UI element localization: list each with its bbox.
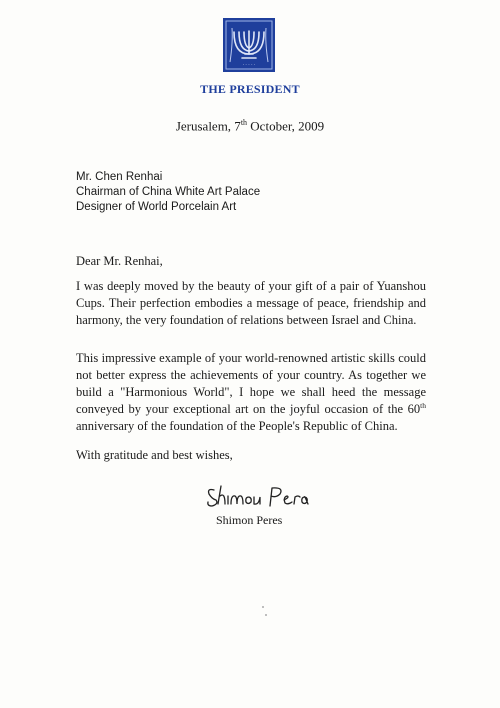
menorah-emblem-icon [223, 18, 275, 72]
dateline-place-day: Jerusalem, 7 [175, 118, 241, 134]
addressee-block [76, 170, 260, 215]
salutation: Dear Mr. Renhai, [76, 254, 163, 268]
signer-name: Shimon Peres [216, 513, 283, 527]
addressee-title: Chairman of China White Art Palace [76, 186, 261, 198]
paragraph2-text-b: anniversary of the foundation of the People's Republic of China. [76, 419, 398, 433]
body-paragraph-1: I was deeply moved by the beauty of your gift of a pair of Yuanshou Cups. Their perfection embodies a message of peace, friendship and harmony, the very foundation of relations between Israel and China. [76, 279, 426, 327]
svg-text:· · · · ·: · · · · · [242, 63, 256, 68]
dateline-month-year: October, 2009 [247, 118, 325, 134]
office-title: THE PRESIDENT [200, 82, 300, 96]
paper-speck [265, 614, 267, 616]
dateline [0, 118, 500, 134]
handwritten-signature [204, 482, 314, 517]
paragraph2-text-a: This impressive example of your world-renowned artistic skills could not better express the achievements of your country. As together we build a "Harmonious World", I hope we shall heed the message conveyed by your exceptional art on the joyful occasion of the 60 [76, 351, 426, 416]
dateline-day-suffix: th [240, 118, 248, 127]
addressee-name: Mr. Chen Renhai [76, 171, 163, 183]
closing-line: With gratitude and best wishes, [76, 448, 233, 462]
body-paragraph-2 [76, 350, 426, 435]
addressee-designation: Designer of World Porcelain Art [76, 201, 237, 213]
paper-speck [262, 606, 264, 608]
paragraph2-ordinal-suffix: th [420, 400, 426, 410]
